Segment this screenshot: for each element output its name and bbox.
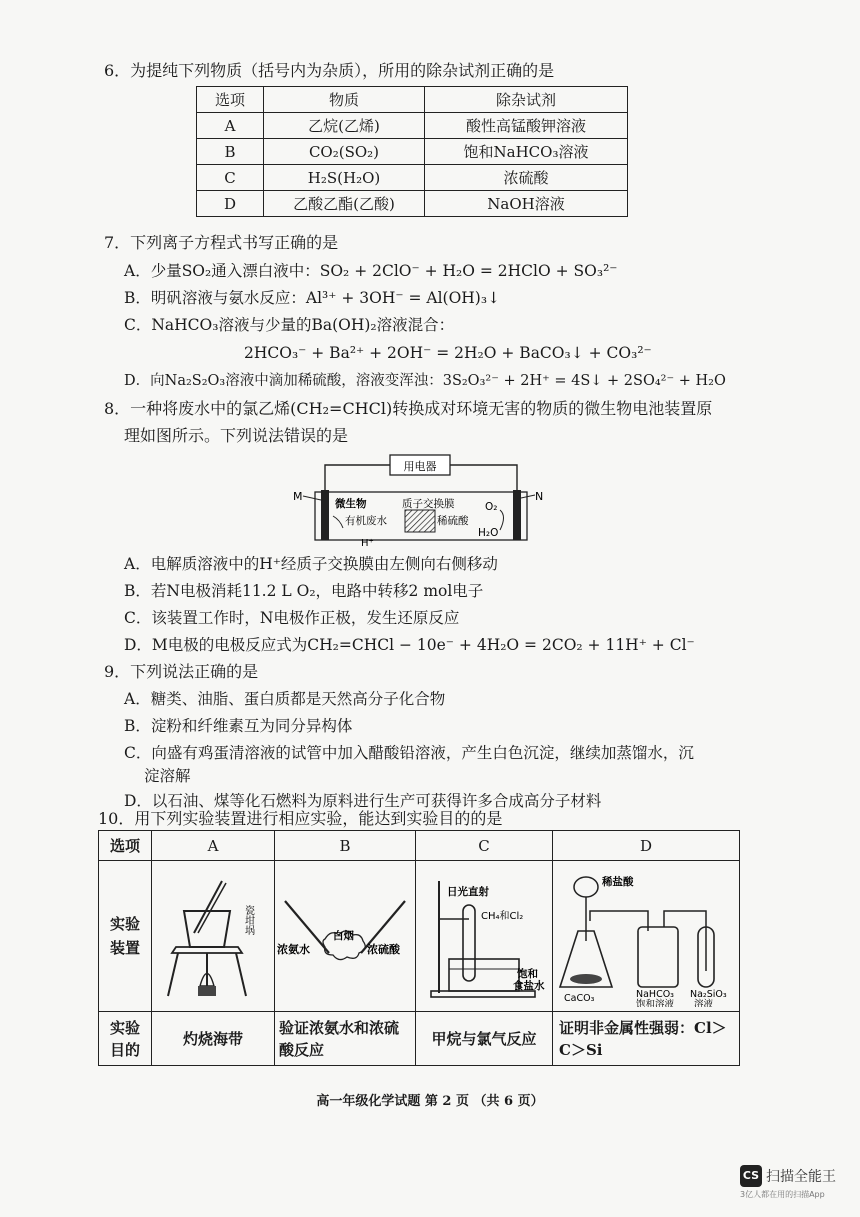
page-footer: 高一年级化学试题 第 2 页 （共 6 页） [316,1094,544,1109]
apparatus-b [275,861,416,1012]
table-row [197,113,628,139]
q9-option-c-line1: C．向盛有鸡蛋清溶液的试管中加入醋酸铅溶液，产生白色沉淀，继续加蒸馏水，沉 [124,744,694,762]
header-option: 选项 [99,831,152,861]
table-row-purpose [99,1012,740,1066]
row-substance: 乙烷(乙烯) [264,113,425,139]
svg-text:有机废水: 有机废水 [345,515,387,527]
q7-option-c-equation: 2HCO₃⁻ + Ba²⁺ + 2OH⁻ = 2H₂O + BaCO₃↓ + CO₃²⁻ [244,344,652,362]
svg-text:CH₄和Cl₂: CH₄和Cl₂ [481,911,524,922]
q8-stem-line2: 理如图所示。下列说法错误的是 [124,426,349,445]
purpose-c: 甲烷与氯气反应 [416,1012,553,1066]
header-d: D [553,831,740,861]
svg-text:CaCO₃: CaCO₃ [564,993,595,1004]
apparatus-c [416,861,553,1012]
svg-text:浓氨水: 浓氨水 [277,943,310,956]
load-label: 用电器 [403,460,437,473]
crucible-apparatus-image [154,861,272,1007]
q8-option-c: C．该装置工作时，N电极作正极，发生还原反应 [124,609,460,627]
q10-stem: 10．用下列实验装置进行相应实验，能达到实验目的的是 [98,809,503,828]
apparatus-a [152,861,275,1012]
q7-option-d: D．向Na₂S₂O₃溶液中滴加稀硫酸，溶液变浑浊：3S₂O₃²⁻ + 2H⁺ = 4S↓ + 2SO₄²⁻ + H₂O [124,373,726,389]
svg-text:饱和: 饱和 [517,968,538,980]
svg-text:日光直射: 日光直射 [447,886,489,898]
row-reagent: 饱和NaHCO₃溶液 [425,139,628,165]
svg-text:饱和溶液: 饱和溶液 [636,999,675,1007]
q8-option-a: A．电解质溶液中的H⁺经质子交换膜由左侧向右侧移动 [124,555,498,573]
header-c: C [416,831,553,861]
q9-option-b: B．淀粉和纤维素互为同分异构体 [124,717,353,735]
q7-option-c: C．NaHCO₃溶液与少量的Ba(OH)₂溶液混合： [124,316,455,334]
table-row [197,191,628,217]
row-option: C [197,165,264,191]
row-substance: CO₂(SO₂) [264,139,425,165]
q8-stem-line1: 8．一种将废水中的氯乙烯(CH₂=CHCl)转换成对环境无害的物质的微生物电池装置原 [104,399,713,418]
purpose-d: 证明非金属性强弱：Cl＞C＞Si [553,1012,740,1066]
methane-chlorine-apparatus-image [417,861,551,1007]
camscanner-logo-icon: CS [740,1165,762,1187]
purpose-b: 验证浓氨水和浓硫酸反应 [275,1012,416,1066]
scanner-brand [740,1165,836,1200]
q9-stem: 9．下列说法正确的是 [104,662,259,681]
svg-text:食盐水: 食盐水 [513,980,545,992]
svg-text:质子交换膜: 质子交换膜 [402,498,455,510]
q9-option-a: A．糖类、油脂、蛋白质都是天然高分子化合物 [124,690,446,708]
nonmetal-strength-apparatus-image [556,861,736,1007]
row-option: B [197,139,264,165]
svg-text:NaHCO₃: NaHCO₃ [636,989,674,1000]
table-header-row [99,831,740,861]
row-reagent: 浓硫酸 [425,165,628,191]
purpose-a: 灼烧海带 [152,1012,275,1066]
row-option: D [197,191,264,217]
svg-text:稀硫酸: 稀硫酸 [437,515,469,527]
q7-option-a: A．少量SO₂通入漂白液中：SO₂ + 2ClO⁻ + H₂O = 2HClO + SO₃²⁻ [124,262,618,280]
q8-option-d: D．M电极的电极反应式为CH₂=CHCl − 10e⁻ + 4H₂O = 2CO₂ + 11H⁺ + Cl⁻ [124,636,695,654]
svg-text:H⁺: H⁺ [361,538,374,549]
row-reagent: NaOH溶液 [425,191,628,217]
row-reagent: 酸性高锰酸钾溶液 [425,113,628,139]
q7-option-b: B．明矾溶液与氨水反应：Al³⁺ + 3OH⁻ = Al(OH)₃↓ [124,289,501,307]
q9-option-c-line2: 淀溶解 [144,767,191,785]
table-row [197,139,628,165]
ammonia-acid-apparatus-image [277,861,413,1007]
apparatus-d [553,861,740,1012]
svg-text:浓硫酸: 浓硫酸 [367,943,400,956]
table-row [197,165,628,191]
svg-text:溶液: 溶液 [694,999,714,1007]
header-option: 选项 [197,87,264,113]
row-label-purpose: 实验目的 [99,1012,152,1066]
q8-option-b: B．若N电极消耗11.2 L O₂，电路中转移2 mol电子 [124,582,484,600]
svg-text:Na₂SiO₃: Na₂SiO₃ [690,989,727,1000]
table-header-row [197,87,628,113]
header-b: B [275,831,416,861]
svg-text:瓷坩埚: 瓷坩埚 [242,905,254,935]
svg-text:N: N [535,490,544,503]
q9-option-d: D．以石油、煤等化石燃料为原料进行生产可获得许多合成高分子材料 [124,792,602,810]
svg-text:O₂: O₂ [485,501,498,513]
brand-name: 扫描全能王 [766,1169,836,1185]
svg-text:H₂O: H₂O [478,527,499,539]
svg-text:M: M [293,490,303,503]
row-substance: 乙酸乙酯(乙酸) [264,191,425,217]
svg-text:稀盐酸: 稀盐酸 [602,876,634,888]
q6-stem: 6．为提纯下列物质（括号内为杂质），所用的除杂试剂正确的是 [104,61,555,80]
row-substance: H₂S(H₂O) [264,165,425,191]
svg-text:白烟: 白烟 [333,930,354,942]
row-label-apparatus: 实验装置 [99,861,152,1012]
q10-table [98,830,740,1066]
q7-stem: 7．下列离子方程式书写正确的是 [104,233,339,252]
header-substance: 物质 [264,87,425,113]
header-reagent: 除杂试剂 [425,87,628,113]
header-a: A [152,831,275,861]
svg-text:微生物: 微生物 [335,498,367,510]
table-row-apparatus [99,861,740,1012]
row-option: A [197,113,264,139]
microbial-cell-diagram [285,450,555,550]
brand-tagline: 3亿人都在用的扫描App [740,1190,825,1199]
q6-table [196,86,628,217]
